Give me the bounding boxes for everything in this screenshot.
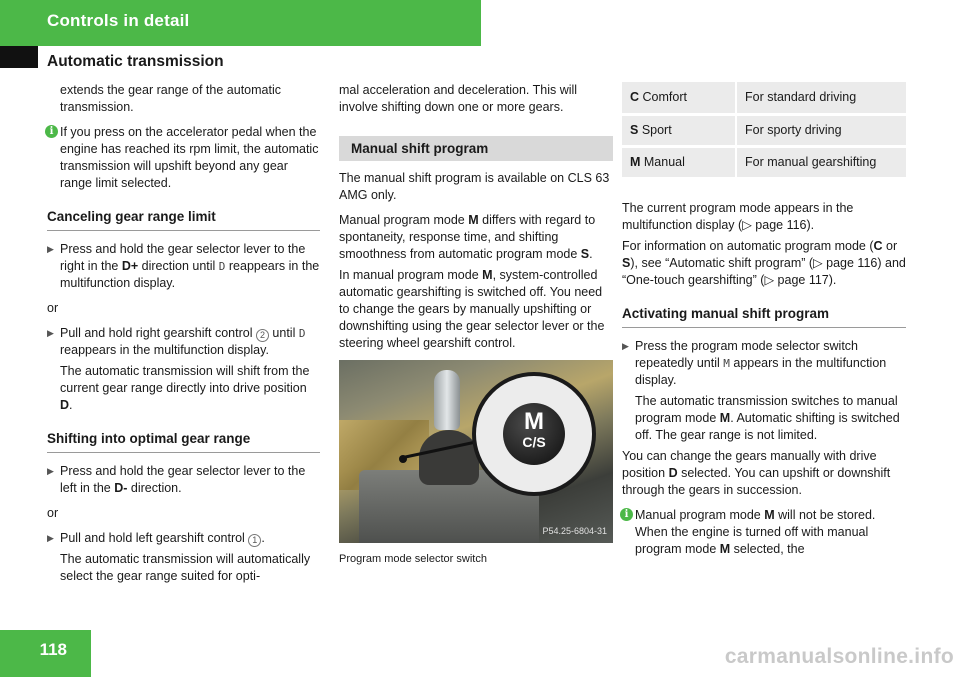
step-arrow-icon: ▶ <box>47 533 54 543</box>
for-info-text: For information on automatic program mode (C or S), see “Automatic shift program” (▷ page 116) and “One-touch gearshifting” (▷ page 117). <box>622 238 906 287</box>
program-selector-photo <box>339 360 613 543</box>
heading-manual-shift-program: Manual shift program <box>339 136 613 161</box>
watermark: carmanualsonline.info <box>724 645 954 668</box>
chapter-title: Controls in detail <box>47 11 190 30</box>
activate-result: The automatic transmission switches to manual program mode M. Automatic shifting is switched off. The gear range is not limited. <box>635 393 900 442</box>
table-row: C Comfort For standard driving <box>622 82 906 114</box>
photo-code: P54.25-6804-31 <box>542 526 607 536</box>
page-ref-icon: ▷ <box>764 272 775 287</box>
shift-boot <box>419 430 479 485</box>
availability-text: The manual shift program is available on CLS 63 AMG only. <box>339 171 610 202</box>
step-optimal-1: ▶ Press and hold the gear selector lever to the left in the D- direction. <box>47 464 306 495</box>
section-title: Automatic transmission <box>47 53 224 70</box>
heading-canceling-gear-range: Canceling gear range limit <box>47 208 320 231</box>
program-mode-selector-switch: M C/S <box>503 403 565 465</box>
step-activate: ▶ Press the program mode selector switch repeatedly until M appears in the multifunction display. <box>622 338 887 387</box>
change-gears-text: You can change the gears manually with drive position D selected. You can upshift or downshift through the gears in succession. <box>622 448 891 497</box>
info-note-manual: i Manual program mode M will not be stored. When the engine is turned off with manual program mode M selected, the <box>622 507 906 558</box>
page-ref-icon: ▷ <box>813 255 823 270</box>
gear-selector-lever <box>434 370 460 430</box>
step-optimal-2: ▶ Pull and hold left gearshift control 1 . <box>47 531 265 545</box>
or-text: or <box>47 506 59 520</box>
column-left <box>47 82 320 593</box>
column-middle <box>339 82 613 568</box>
intro-text: extends the gear range of the automatic transmission. <box>60 83 281 114</box>
step-arrow-icon: ▶ <box>47 466 54 476</box>
current-mode-text: The current program mode appears in the multifunction display (▷ page 116). <box>622 200 854 232</box>
manual-mode-text: In manual program mode M, system-controlled automatic gearshifting is switched off. You need to change the gears by manually upshifting or downshifting using the gear selector lever or the steering wheel gearshift control. <box>339 268 605 350</box>
step-cancel-1: ▶ Press and hold the gear selector lever to the right in the D+ direction until D reappears in the multifunction display. <box>47 242 320 290</box>
control-number-2: 2 <box>256 329 269 342</box>
table-row: M Manual For manual gearshifting <box>622 146 906 178</box>
control-number-1: 1 <box>248 534 261 547</box>
info-icon: i <box>45 125 58 138</box>
info-note: i If you press on the accelerator pedal when the engine has reached its rpm limit, the automatic transmission will upshift beyond any gear range limit selected. <box>47 124 320 192</box>
continued-text: mal acceleration and deceleration. This will involve shifting down one or more gears. <box>339 83 578 114</box>
step-arrow-icon: ▶ <box>622 340 629 351</box>
heading-optimal-gear-range: Shifting into optimal gear range <box>47 430 320 453</box>
program-modes-table <box>622 82 906 180</box>
optimal-result: The automatic transmission will automatically select the gear range suited for opti- <box>60 552 311 583</box>
table-row: S Sport For sporty driving <box>622 114 906 146</box>
step-arrow-icon: ▶ <box>47 328 54 338</box>
step-cancel-2: ▶ Pull and hold right gearshift control 2 until D reappears in the multifunction display. <box>47 326 306 357</box>
differs-text: Manual program mode M differs with regard to spontaneity, response time, and shifting smoothness from automatic program mode S. <box>339 213 596 261</box>
column-right <box>622 82 906 566</box>
photo-caption: Program mode selector switch <box>339 553 487 565</box>
heading-activating-manual: Activating manual shift program <box>622 305 906 328</box>
section-marker <box>0 46 38 68</box>
info-icon: i <box>620 508 633 521</box>
page-ref-icon: ▷ <box>742 217 752 232</box>
cancel-result: The automatic transmission will shift from the current gear range directly into drive position D. <box>60 364 310 412</box>
page-number: 118 <box>0 630 91 677</box>
step-arrow-icon: ▶ <box>47 244 54 254</box>
or-text: or <box>47 301 59 315</box>
